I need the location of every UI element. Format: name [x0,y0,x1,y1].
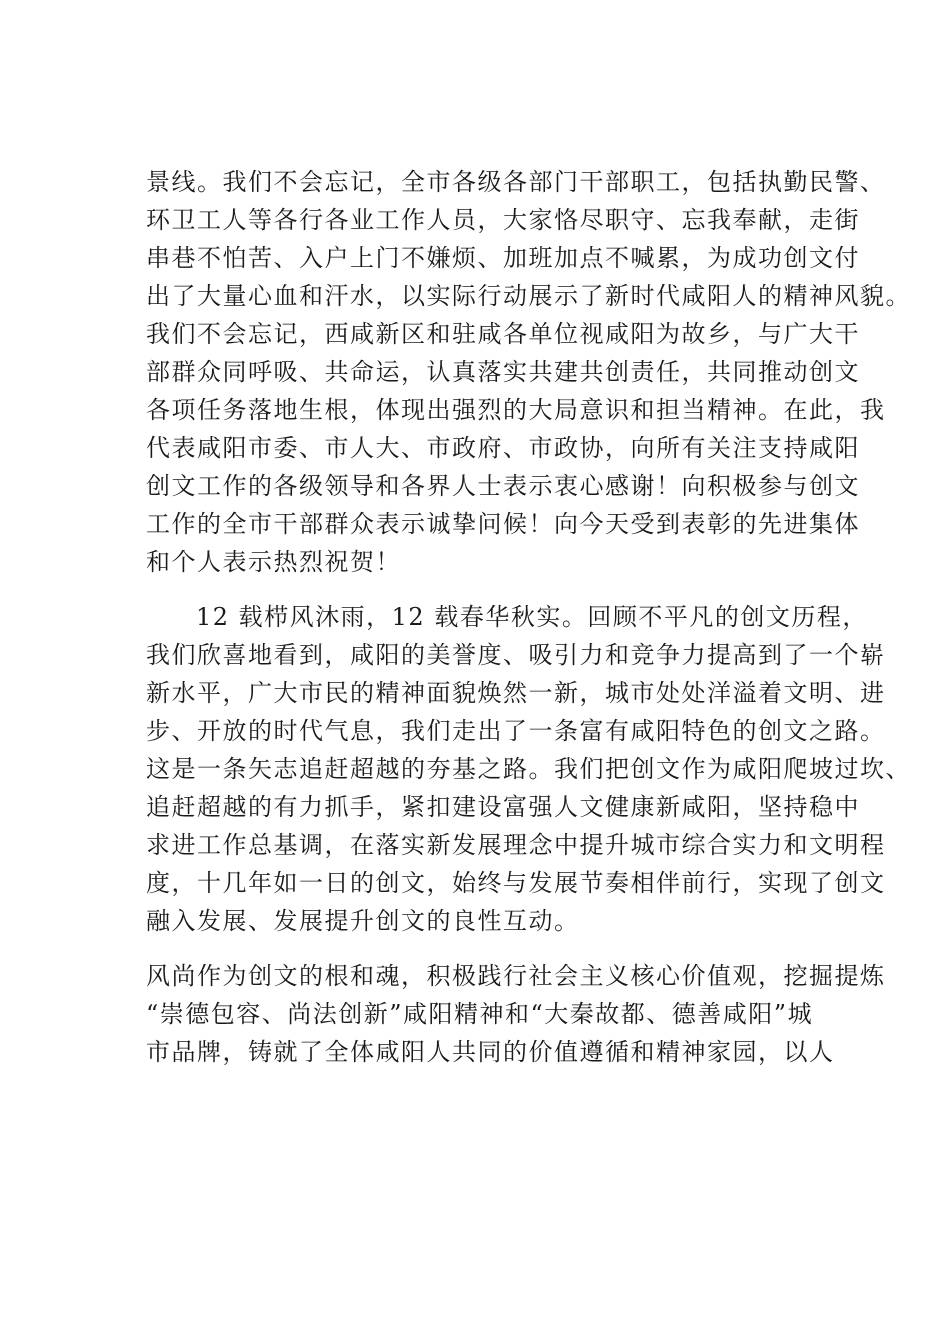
paragraph-2-line-6: 追赶超越的有力抓手，紧扣建设富强人文健康新咸阳，坚持稳中 [146,793,860,821]
paragraph-1-line-3: 串巷不怕苦、入户上门不嫌烦、加班加点不喊累，为成功创文付 [146,244,860,272]
paragraph-1-line-6: 部群众同呼吸、共命运，认真落实共建共创责任，共同推动创文 [146,358,860,386]
paragraph-2-line-3: 新水平，广大市民的精神面貌焕然一新，城市处处洋溢着文明、进 [146,679,886,707]
paragraph-1-line-11: 和个人表示热烈祝贺！ [146,548,401,576]
paragraph-2-line-7: 求进工作总基调，在落实新发展理念中提升城市综合实力和文明程 [146,831,886,859]
paragraph-3-line-1: 风尚作为创文的根和魂，积极践行社会主义核心价值观，挖掘提炼 [146,962,886,990]
paragraph-2-line-1: 12 载栉风沐雨，12 载春华秋实。回顾不平凡的创文历程， [196,603,868,631]
paragraph-3-line-3: 市品牌，铸就了全体咸阳人共同的价值遵循和精神家园，以人 [146,1038,835,1066]
paragraph-1-line-5: 我们不会忘记，西咸新区和驻咸各单位视咸阳为故乡，与广大干 [146,320,860,348]
paragraph-2-line-2: 我们欣喜地看到，咸阳的美誉度、吸引力和竞争力提高到了一个崭 [146,641,886,669]
paragraph-2-line-9: 融入发展、发展提升创文的良性互动。 [146,907,580,935]
paragraph-2-line-5: 这是一条矢志追赶超越的夯基之路。我们把创文作为咸阳爬坡过坎、 [146,755,911,783]
paragraph-1-line-2: 环卫工人等各行各业工作人员，大家恪尽职守、忘我奉献，走街 [146,206,860,234]
paragraph-1-line-1: 景线。我们不会忘记，全市各级各部门干部职工，包括执勤民警、 [146,168,886,196]
paragraph-3-line-2: “崇德包容、尚法创新”咸阳精神和“大秦故都、德善咸阳”城 [146,1000,814,1028]
paragraph-1-line-10: 工作的全市干部群众表示诚挚问候！向今天受到表彰的先进集体 [146,510,860,538]
paragraph-2-line-8: 度，十几年如一日的创文，始终与发展节奏相伴前行，实现了创文 [146,869,886,897]
paragraph-1-line-7: 各项任务落地生根，体现出强烈的大局意识和担当精神。在此，我 [146,396,886,424]
paragraph-1-line-8: 代表咸阳市委、市人大、市政府、市政协，向所有关注支持咸阳 [146,434,860,462]
paragraph-2-line-4: 步、开放的时代气息，我们走出了一条富有咸阳特色的创文之路。 [146,717,886,745]
paragraph-1-line-4: 出了大量心血和汗水，以实际行动展示了新时代咸阳人的精神风貌。 [146,282,911,310]
paragraph-1-line-9: 创文工作的各级领导和各界人士表示衷心感谢！向积极参与创文 [146,472,860,500]
